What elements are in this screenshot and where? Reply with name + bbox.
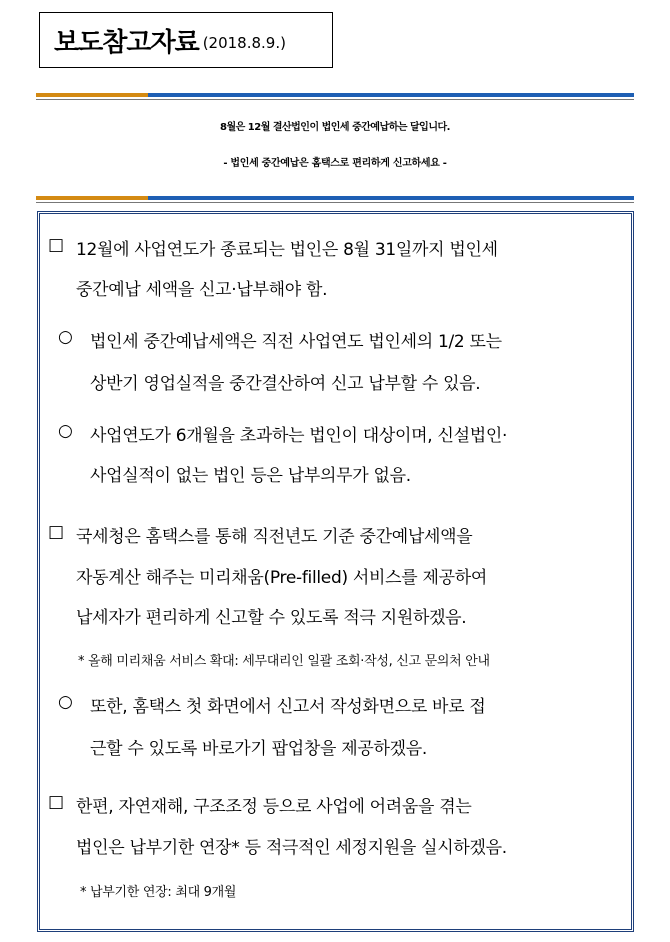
section2a-marker: ○ [58, 692, 73, 712]
page-title: 8월은 12월 결산법인이 법인세 중간예납하는 달입니다. [220, 122, 450, 133]
section1-line1: 12월에 사업연도가 종료되는 법인은 8월 31일까지 법인세 [76, 240, 498, 260]
section2-footnote: * 올해 미리채움 서비스 확대: 세무대리인 일괄 조회·작성, 신고 문의처 안내 [78, 654, 490, 669]
section1b-line1: 사업연도가 6개월을 초과하는 법인이 대상이며, 신설법인· [90, 426, 508, 446]
badge-date: (2018.8.9.) [202, 34, 286, 52]
section3-line1: 한편, 자연재해, 구조조정 등으로 사업에 어려움을 겪는 [76, 797, 472, 817]
page-subtitle: - 법인세 중간예납은 홈택스로 편리하게 신고하세요 - [223, 158, 447, 169]
bottom-divider [36, 196, 634, 200]
section2a-line2: 근할 수 있도록 바로가기 팝업창을 제공하겠음. [90, 739, 427, 759]
section2-line1: 국세청은 홈택스를 통해 직전년도 기준 중간예납세액을 [76, 527, 473, 547]
section3-line2: 법인은 납부기한 연장* 등 적극적인 세정지원을 실시하겠음. [76, 838, 507, 858]
section1a-line1: 법인세 중간예납세액은 직전 사업연도 법인세의 1/2 또는 [90, 332, 502, 352]
section1a-marker: ○ [58, 327, 73, 347]
section1-marker: □ [48, 235, 64, 255]
section3-marker: □ [48, 792, 64, 812]
section3-footnote: * 납부기한 연장: 최대 9개월 [80, 885, 237, 900]
section2-marker: □ [48, 522, 64, 542]
top-divider [36, 93, 634, 97]
section1b-line2: 사업실적이 없는 법인 등은 납부의무가 없음. [90, 466, 411, 486]
press-reference-badge [39, 12, 333, 68]
badge-title: 보도참고자료 [54, 27, 199, 58]
section2a-line1: 또한, 홈택스 첫 화면에서 신고서 작성화면으로 바로 접 [90, 697, 486, 717]
section2-line2: 자동계산 해주는 미리채움(Pre-filled) 서비스를 제공하여 [76, 568, 487, 588]
section1b-marker: ○ [58, 421, 73, 441]
section1a-line2: 상반기 영업실적을 중간결산하여 신고 납부할 수 있음. [90, 374, 481, 394]
section1-line2: 중간예납 세액을 신고·납부해야 함. [76, 280, 328, 300]
section2-line3: 납세자가 편리하게 신고할 수 있도록 적극 지원하겠음. [76, 608, 467, 628]
